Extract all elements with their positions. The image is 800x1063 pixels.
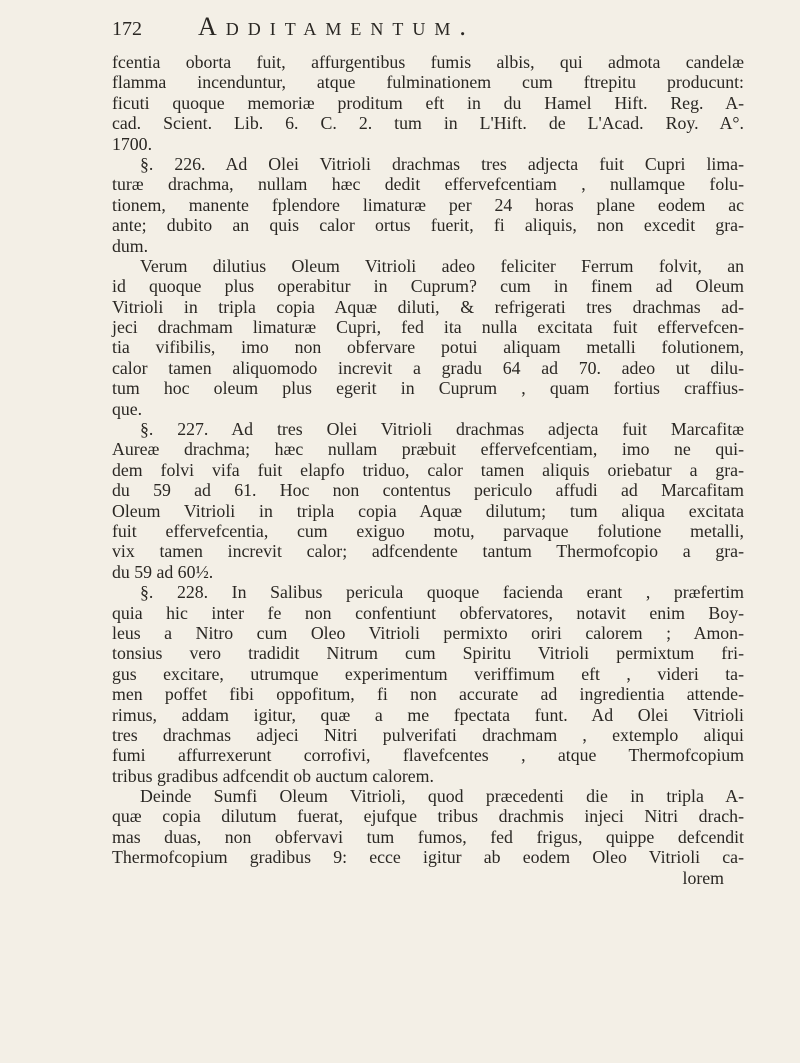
text-line: Deinde Sumfi Oleum Vitrioli, quod præcedenti die in tripla A- <box>140 786 744 807</box>
text-line: vix tamen increvit calor; adfcendente tantum Thermofcopio a gra- <box>112 541 744 562</box>
text-line: §. 227. Ad tres Olei Vitrioli drachmas adjecta fuit Marcafitæ <box>140 419 744 440</box>
text-line: flamma incenduntur, atque fulminationem cum ftrepitu producunt: <box>112 72 744 93</box>
text-line: gus excitare, utrumque experimentum veriffimum eft , videri ta- <box>112 663 744 684</box>
text-line: du 59 ad 61. Hoc non contentus periculo affudi ad Marcafitam <box>112 480 744 501</box>
text-line: dem folvi vifa fuit elapfo triduo, calor tamen aliquis oriebatur a gra- <box>112 459 744 480</box>
text-line: tionem, manente fplendore limaturæ per 24 horas plane eodem ac <box>112 194 744 215</box>
text-line: fcentia oborta fuit, affurgentibus fumis albis, qui admota candelæ <box>112 52 744 72</box>
text-line: Verum dilutius Oleum Vitrioli adeo feliciter Ferrum folvit, an <box>140 255 744 276</box>
text-line: fuit effervefcentia, cum exiguo motu, parvaque folutione metalli, <box>112 520 744 541</box>
text-line: rimus, addam igitur, quæ a me fpectata funt. Ad Olei Vitrioli <box>112 704 744 725</box>
text-line: tia vifibilis, imo non obfervare potui aliquam metalli folutionem, <box>112 337 744 358</box>
text-line: que. <box>112 398 143 419</box>
page-header <box>112 12 732 52</box>
text-line: 1700. <box>112 133 153 154</box>
text-line: jeci drachmam limaturæ Cupri, fed ita nulla excitata fuit effervefcen- <box>112 317 744 338</box>
body-text <box>112 52 744 888</box>
text-line: quæ copia dilutum fuerat, ejufque tribus drachmis injeci Nitri drach- <box>112 806 744 827</box>
text-line: men poffet fibi oppofitum, fi non accurate ad ingredientia attende- <box>112 684 744 705</box>
text-line: tonsius vero tradidit Nitrum cum Spiritu Vitrioli permixtum fri- <box>112 643 744 664</box>
text-line: §. 228. In Salibus pericula quoque facienda erant , præfertim <box>140 582 744 603</box>
text-line: ante; dubito an quis calor ortus fuerit, fi aliquis, non excedit gra- <box>112 215 744 236</box>
text-line: tribus gradibus adfcendit ob auctum calorem. <box>112 765 434 786</box>
text-line: id quoque plus operabitur in Cuprum? cum in finem ad Oleum <box>112 276 744 297</box>
text-line: tres drachmas adjeci Nitri pulverifati drachmam , extemplo aliqui <box>112 724 744 745</box>
text-line: mas duas, non obfervavi tum fumos, fed frigus, quippe defcendit <box>112 826 744 847</box>
text-line: leus a Nitro cum Oleo Vitrioli permixto oriri calorem ; Amon- <box>112 622 744 643</box>
text-line: fumi affurrexerunt corrofivi, flavefcentes , atque Thermofcopium <box>112 745 744 766</box>
text-line: cad. Scient. Lib. 6. C. 2. tum in L'Hift. de L'Acad. Roy. A°. <box>112 113 744 134</box>
text-line: du 59 ad 60½. <box>112 561 214 582</box>
text-line: dum. <box>112 235 149 256</box>
text-line: turæ drachma, nullam hæc dedit effervefcentiam , nullamque folu- <box>112 174 744 195</box>
text-line: Aureæ drachma; hæc nullam præbuit effervefcentiam, imo ne qui- <box>112 439 744 460</box>
text-line: Oleum Vitrioli in tripla copia Aquæ dilutum; tum aliqua excitata <box>112 500 744 521</box>
text-line: Vitrioli in tripla copia Aquæ diluti, & refrigerati tres drachmas ad- <box>112 296 744 317</box>
text-line: ficuti quoque memoriæ proditum eft in du Hamel Hift. Reg. A- <box>112 92 744 113</box>
page-number: 172 <box>112 18 142 40</box>
text-line: quia hic inter fe non confentiunt obfervatores, notavit enim Boy- <box>112 602 744 623</box>
text-line: calor tamen aliquomodo increvit a gradu 64 ad 70. adeo ut dilu- <box>112 357 744 378</box>
running-head: Additamentum. <box>198 12 475 41</box>
text-line: §. 226. Ad Olei Vitrioli drachmas tres adjecta fuit Cupri lima- <box>140 153 744 174</box>
text-line: tum hoc oleum plus egerit in Cuprum , quam fortius craffius- <box>112 378 744 399</box>
text-line: lorem <box>682 867 724 888</box>
text-line: Thermofcopium gradibus 9: ecce igitur ab eodem Oleo Vitrioli ca- <box>112 847 744 868</box>
